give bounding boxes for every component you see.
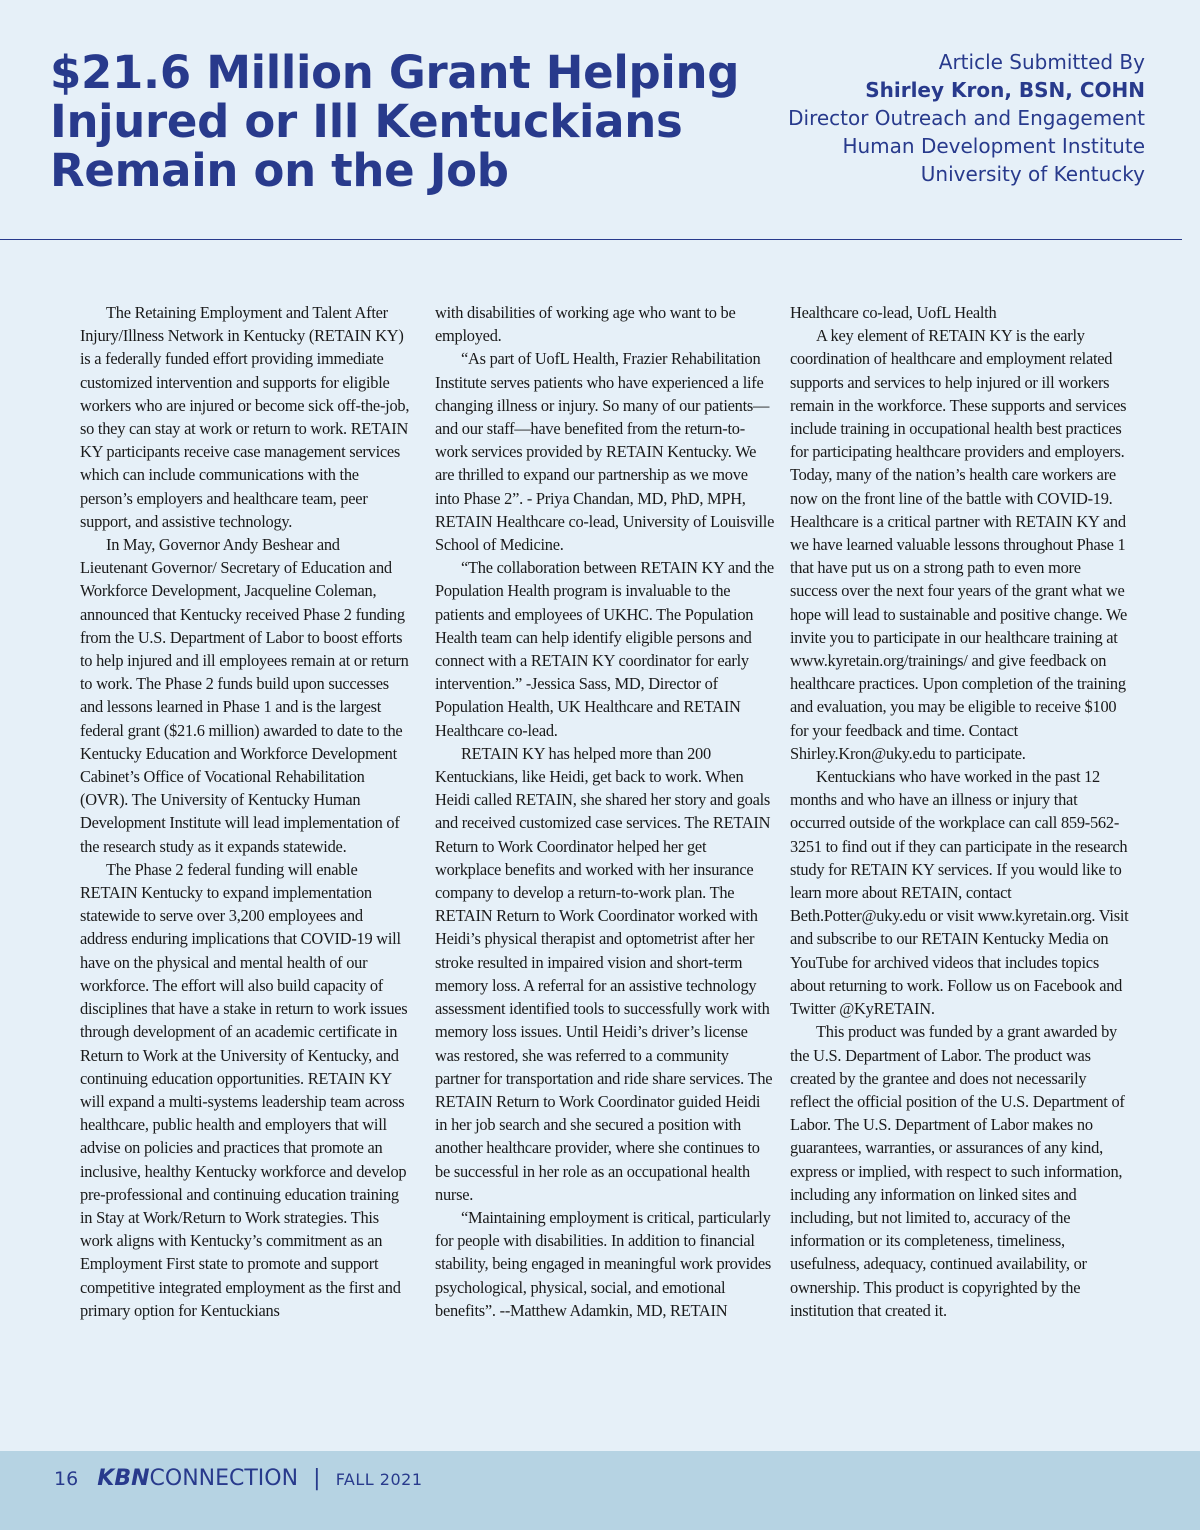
paragraph: “As part of UofL Health, Frazier Rehabilitation Institute serves patients who have experienced a life changing illness or injury. So many of our patients—and our staff—have benefited from the return-to-work services provided by RETAIN Kentucky. We are thrilled to expand our partnership as we move into Phase 2”. - Priya Chandan, MD, PhD, MPH, RETAIN Healthcare co-lead, University of Louisville School of Medicine. [435, 349, 775, 555]
header-divider [0, 239, 1182, 240]
byline [788, 48, 1145, 188]
author-university: University of Kentucky [920, 162, 1145, 186]
publication-name [97, 1466, 298, 1491]
paragraph: The Retaining Employment and Talent After Injury/Illness Network in Kentucky (RETAIN KY) is a federally funded effort providing immediate customized intervention and supports for eligible workers who are injured or become sick off-the-job, so they can stay at work or return to work. RETAIN KY participants receive case management services which can include communications with the person’s employers and healthcare team, peer support, and assistive technology. [80, 303, 410, 531]
footer-content [54, 1466, 423, 1491]
paragraph: This product was funded by a grant awarded by the U.S. Department of Labor. The product was created by the grantee and does not necessarily reflect the official position of the U.S. Department of Labor. The U.S. Department of Labor makes no guarantees, warranties, or assurances of any kind, express or implied, with respect to such information, including any information on linked sites and including, but not limited to, accuracy of the information or its completeness, timeliness, usefulness, adequacy, continued availability, or ownership. This product is copyrighted by the institution that created it. [790, 1022, 1125, 1320]
issue-label: FALL 2021 [335, 1470, 423, 1489]
article-column-2 [435, 301, 775, 1322]
title-line: Injured or Ill Kentuckians [50, 95, 683, 148]
paragraph: “Maintaining employment is critical, particularly for people with disabilities. In addition to financial stability, being engaged in meaningful work provides psychological, physical, social, and emotional benefits”. --Matthew Adamkin, MD, RETAIN [435, 1207, 771, 1320]
paragraph: RETAIN KY has helped more than 200 Kentuckians, like Heidi, get back to work. When Heidi called RETAIN, she shared her story and goals and received customized case services. The RETAIN Return to Work Coordinator helped her get workplace benefits and worked with her insurance company to develop a return-to-work plan. The RETAIN Return to Work Coordinator worked with Heidi’s physical therapist and optometrist after her stroke resulted in impaired vision and short-term memory loss. A referral for an assistive technology assessment identified tools to successfully work with memory loss issues. Until Heidi’s driver’s license was restored, she was referred to a community partner for transportation and ride share services. The RETAIN Return to Work Coordinator guided Heidi in her job search and she secured a position with another healthcare provider, where she continues to be successful in her role as an occupational health nurse. [435, 743, 773, 1204]
page-footer [0, 1451, 1200, 1530]
article-column-1 [80, 301, 410, 1322]
byline-label: Article Submitted By [938, 50, 1145, 74]
article-title [50, 48, 770, 195]
paragraph-continuation: with disabilities of working age who want to be employed. [435, 303, 736, 346]
footer-divider: | [313, 1466, 321, 1491]
paragraph: In May, Governor Andy Beshear and Lieutenant Governor/ Secretary of Education and Workforce Development, Jacqueline Coleman, announced that Kentucky received Phase 2 funding from the U.S. Department of Labor to boost efforts to help injured and ill employees remain at or return to work. The Phase 2 funds build upon successes and lessons learned in Phase 1 and is the largest federal grant ($21.6 million) awarded to date to the Kentucky Education and Workforce Development Cabinet’s Office of Vocational Rehabilitation (OVR). The University of Kentucky Human Development Institute will lead implementation of the research study as it expands statewide. [80, 535, 409, 856]
title-line: $21.6 Million Grant Helping [50, 46, 740, 99]
paragraph: Kentuckians who have worked in the past 12 months and who have an illness or injury that occurred outside of the workplace can call 859-562-3251 to find out if they can participate in the research study for RETAIN KY services. If you would like to learn more about RETAIN, contact Beth.Potter@uky.edu or visit www.kyretain.org. Visit and subscribe to our RETAIN Kentucky Media on YouTube for archived videos that includes topics about returning to work. Follow us on Facebook and Twitter @KyRETAIN. [790, 767, 1129, 1019]
author-organization: Human Development Institute [842, 134, 1145, 158]
author-name: Shirley Kron, BSN, COHN [865, 78, 1145, 102]
title-line: Remain on the Job [50, 144, 509, 197]
paragraph: “The collaboration between RETAIN KY and the Population Health program is invaluable to the patients and employees of UKHC. The Population Health team can help identify eligible persons and connect with a RETAIN KY coordinator for early intervention.” -Jessica Sass, MD, Director of Population Health, UK Healthcare and RETAIN Healthcare co-lead. [435, 558, 774, 740]
publication-name-rest: CONNECTION [149, 1466, 299, 1491]
page-number: 16 [54, 1468, 79, 1490]
author-role: Director Outreach and Engagement [788, 106, 1145, 130]
paragraph-continuation: Healthcare co-lead, UofL Health [790, 303, 997, 322]
paragraph: A key element of RETAIN KY is the early coordination of healthcare and employment related supports and services to help injured or ill workers remain in the workforce. These supports and services include training in occupational health best practices for participating healthcare providers and employers. Today, many of the nation’s health care workers are now on the front line of the battle with COVID-19. Healthcare is a critical partner with RETAIN KY and we have learned valuable lessons throughout Phase 1 that have put us on a strong path to even more success over the next four years of the grant what we hope will lead to sustainable and positive change. We invite you to participate in our healthcare training at www.kyretain.org/trainings/ and give feedback on healthcare practices. Upon completion of the training and evaluation, you may be eligible to receive $100 for your feedback and time. Contact Shirley.Kron@uky.edu to participate. [790, 326, 1127, 763]
article-column-3 [790, 301, 1130, 1322]
paragraph: The Phase 2 federal funding will enable RETAIN Kentucky to expand implementation statewide to serve over 3,200 employees and address enduring implications that COVID-19 will have on the physical and mental health of our workforce. The effort will also build capacity of disciplines that have a stake in return to work issues through development of an academic certificate in Return to Work at the University of Kentucky, and continuing education opportunities. RETAIN KY will expand a multi-systems leadership team across healthcare, public health and employers that will advise on policies and practices that promote an inclusive, healthy Kentucky workforce and develop pre-professional and continuing education training in Stay at Work/Return to Work strategies. This work aligns with Kentucky’s commitment as an Employment First state to promote and support competitive integrated employment as the first and primary option for Kentuckians [80, 859, 408, 1320]
publication-name-bold: KBN [97, 1466, 150, 1491]
